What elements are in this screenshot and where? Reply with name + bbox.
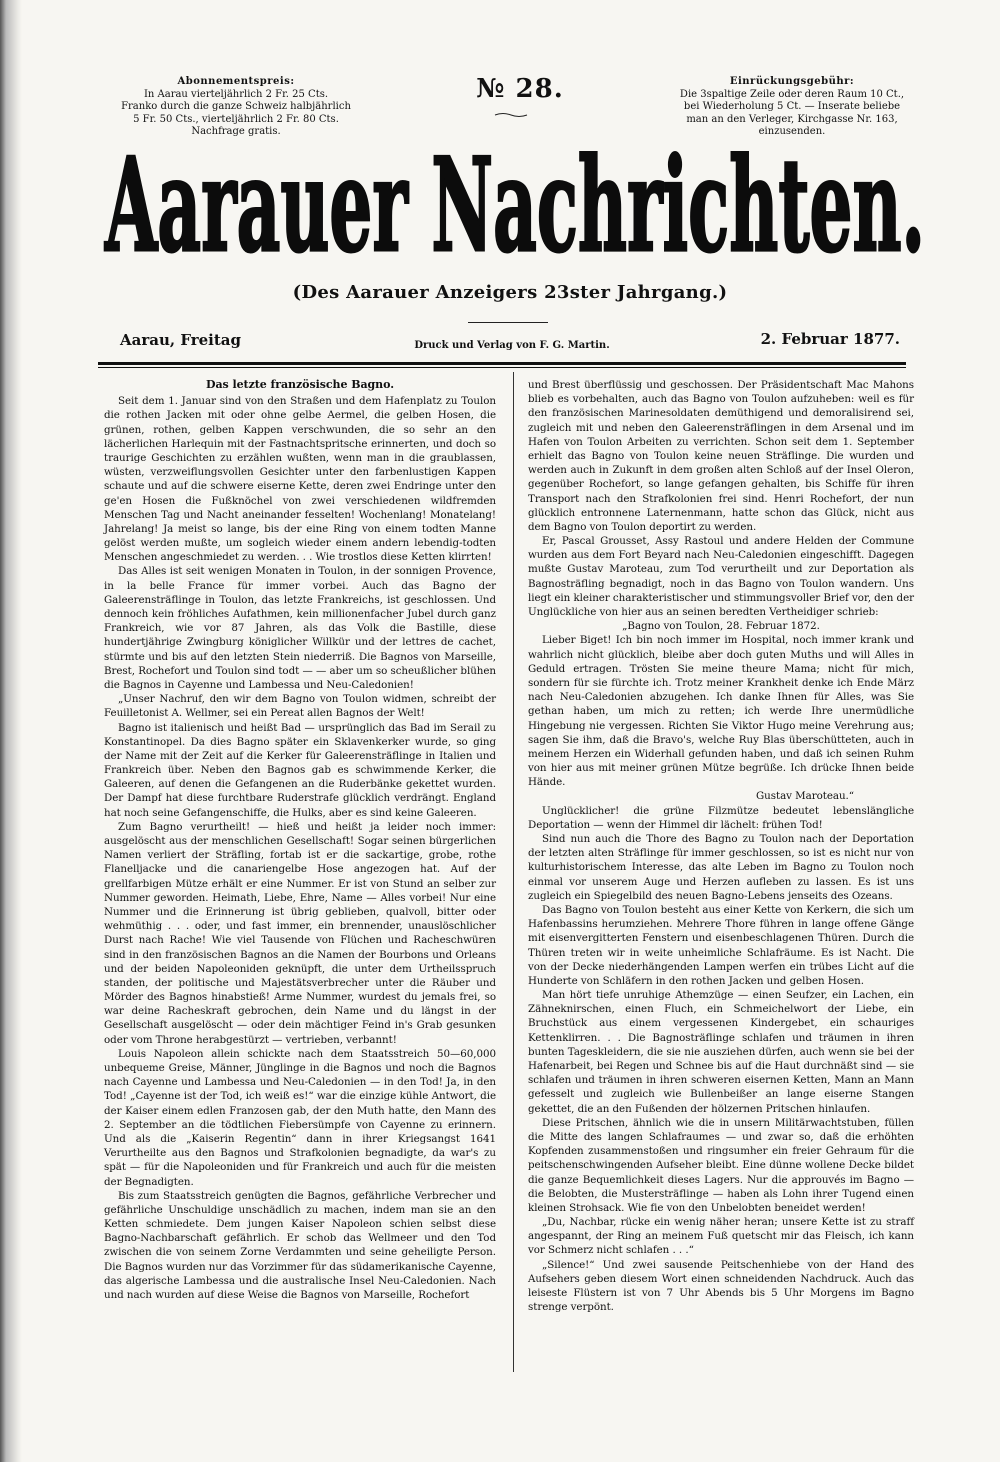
letter-dateline: „Bagno von Toulon, 28. Februar 1872. xyxy=(622,620,820,633)
page-edge-shadow xyxy=(0,0,22,1462)
issue-number: № 28. xyxy=(476,74,564,104)
masthead-text: Aarauer Nachrichten. xyxy=(104,131,926,278)
left-column xyxy=(104,378,496,1302)
article-paragraph: Das Alles ist seit wenigen Monaten in Toulon, in der sonnigen Provence, in la belle France für immer vorbei. Auch das Bagno der Galeerensträflinge in Toulon, das letzte Frankreichs, ist geschlossen. Und dennoch kein fröhliches Aufathmen, kein millionenfacher Jubel durch ganz Frankreich, wie vor 87 Jahren, als das Volk die Bastille, diese hundertjährige Zwingburg königlicher Willkür und der lettres de cachet, stürmte und bis auf den letzten Stein niederriß. Die Bagnos von Marseille, Brest, Rochefort und Toulon sind todt — — aber um so scheußlicher blühen die Bagnos in Cayenne und Lambessa und Neu-Caledonien! xyxy=(104,565,496,691)
subtitle-divider xyxy=(468,322,548,323)
article-paragraph: Diese Pritschen, ähnlich wie die in unsern Militärwachtstuben, füllen die Mitte des langen Schlafraumes — und zwar so, daß die erhöhten Kopfenden zusammenstoßen und ringsumher ein freier Gehraum für die peitschenschwingenden Aufseher bleibt. Eine dünne wollene Decke bildet die ganze Bequemlichkeit dieses Lagers. Nur die approuvés im Bagno — die Belobten, die Mustersträflinge — haben als Lohn ihrer Tugend einen kleinen Strohsack. Wie fie von den Unbelobten beneidet werden! xyxy=(528,1116,914,1214)
letter-signature: Gustav Maroteau.“ xyxy=(755,790,854,803)
insertion-fee-line: einzusenden. xyxy=(758,126,826,137)
right-column xyxy=(528,378,914,1314)
article-paragraph: Bagno ist italienisch und heißt Bad — ursprünglich das Bad im Serail zu Konstantinopel. Da dies Bagno später ein Sklavenkerker wurde, so ging der Name mit der Zeit auf die Kerker für Galeerensträflinge in Italien und Frankreich über. Neben den Bagnos gab es schwimmende Kerker, die Galeeren, auf denen die Gefangenen an die Ruderbänke gekettet wurden. Der Dampf hat diese furchtbare Ruderstrafe glücklich verdrängt. England hat noch seine Gefangenschiffe, die Hulks, aber es sind keine Galeeren. xyxy=(104,721,496,819)
article-paragraph: Er, Pascal Grousset, Assy Rastoul und andere Helden der Commune wurden aus dem Fort Beyard nach Neu-Caledonien eingeschifft. Dagegen mußte Gustav Maroteau, zum Tod verurtheilt und zur Deportation als Bagnosträfling begnadigt, noch in das Bagno von Toulon wandern. Uns liegt ein kleiner charakteristischer und stimmungsvoller Brief vor, den der Unglückliche von hier aus an seinen beredten Vertheidiger schrieb: xyxy=(528,535,914,618)
subscription-line: Nachfrage gratis. xyxy=(191,126,281,137)
article-paragraph: Seit dem 1. Januar sind von den Straßen und dem Hafenplatz zu Toulon die rothen Jacken mit oder ohne gelbe Aermel, die gelben Hosen, die grünen, rothen, gelben Kappen verschwunden, die so sehr an den lächerlichen Harlequin mit der Fastnachtspritsche erinnerten, und doch so traurige Geschichten zu erzählen wußten, wenn man in die graublassen, wüsten, verzweiflungsvollen Gesichter unter den farbenlustigen Kappen schaute und auf die schwere eiserne Kette, deren zwei Endringe unter den ge'en Hosen die Fußknöchel von zwei verschiedenen wildfremden Menschen Tag und Nacht aneinander fesselten! Wochenlang! Monatelang! Jahrelang! Ja meist so lange, bis der eine Ring von einem todten Manne gelöst werden mußte, um sogleich wieder einem andern lebendig-todten Menschen angeschmiedet zu werden. . . Wie trostlos diese Ketten klirrten! xyxy=(104,395,496,564)
subscription-line: In Aarau vierteljährlich 2 Fr. 25 Cts. xyxy=(143,88,329,100)
insertion-fee-line: man an den Verleger, Kirchgasse Nr. 163, xyxy=(686,113,898,125)
article-paragraph: und Brest überflüssig und geschossen. Der Präsidentschaft Mac Mahons blieb es vorbehalten, auch das Bagno von Toulon aufzuheben: weil es für den französischen Marinesoldaten demüthigend und demoralisirend sei, zugleich mit und neben den Galeerensträflingen in dem Arsenal und im Hafen von Toulon Arbeiten zu verrichten. Schon seit dem 1. September erhielt das Bagno von Toulon keine neuen Sträflinge. Die wurden und werden auch in Zukunft in dem großen alten Schloß auf der Insel Oleron, gegenüber Rochefort, so lange gefangen gehalten, bis Schiffe für ihren Transport nach den Strafkolonien frei sind. Henri Rochefort, der nun glücklich entronnene Laternenmann, hatte schon das Glück, nicht aus dem Bagno von Toulon deportirt zu werden. xyxy=(528,379,914,533)
article-paragraph: „Du, Nachbar, rücke ein wenig näher heran; unsere Kette ist zu straff angespannt, der Ring an meinem Fuß quetscht mir das Fleisch, ich kann vor Schmerz nicht schlafen . . .“ xyxy=(528,1216,914,1257)
ornament-icon xyxy=(494,112,528,118)
masthead-subtitle: (Des Aarauer Anzeigers 23ster Jahrgang.) xyxy=(292,282,728,303)
article-paragraph: „Silence!“ Und zwei sausende Peitschenhiebe von der Hand des Aufsehers geben diesem Wort einen schneidenden Nachdruck. Auch das leiseste Flüstern ist von 7 Uhr Abends bis 5 Uhr Morgens im Bagno strenge verpönt. xyxy=(528,1258,914,1314)
subscription-line: 5 Fr. 50 Cts., vierteljährlich 2 Fr. 80 Cts. xyxy=(133,113,339,125)
article-paragraph: Bis zum Staatsstreich genügten die Bagnos, gefährliche Verbrecher und gefährliche Unschuldige unschädlich zu machen, indem man sie an den Ketten schmiedete. Dem jungen Kaiser Napoleon schien selbst diese Bagno-Nachbarschaft gefährlich. Er schob das Wellmeer und den Tod zwischen die von seinem Zorne Verdammten und seine geheiligte Person. Die Bagnos wurden nur das Vorzimmer für das südamerikanische Cayenne, das algerische Lambessa und die australische Insel Neu-Caledonien. Nach und nach wurden auf diese Weise die Bagnos von Marseille, Rochefort xyxy=(104,1189,496,1301)
article-paragraph: „Unser Nachruf, den wir dem Bagno von Toulon widmen, schreibt der Feuilletonist A. Wellmer, sei ein Pereat allen Bagnos der Welt! xyxy=(104,693,496,720)
issue-date: 2. Februar 1877. xyxy=(760,330,900,348)
subscription-line: Franko durch die ganze Schweiz halbjährlich xyxy=(121,101,351,112)
subscription-title: Abonnementspreis: xyxy=(177,76,295,87)
masthead-title xyxy=(100,128,930,278)
article-paragraph: Louis Napoleon allein schickte nach dem Staatsstreich 50—60,000 unbequeme Greise, Männer, Jünglinge in die Bagnos und noch die Bagnos nach Cayenne und Lambessa und Neu-Caledonien — in den Tod! Ja, in den Tod! „Cayenne ist der Tod, ich weiß es!“ war die einzige kühle Antwort, die der Kaiser einem edlen Franzosen gab, der den Muth hatte, den Mann des 2. September an die tödtlichen Fiebersümpfe von Cayenne zu erinnern. Und als die „Kaiserin Regentin“ dann in ihrer Kriegsangst 1641 Verurtheilte aus den Bagnos und Strafkolonien begnadigte, da war's zu spät — für die Napoleoniden und für Frankreich und auch für die meisten der Begnadigten. xyxy=(104,1047,496,1188)
column-divider xyxy=(513,372,514,1372)
header-rule-thin xyxy=(98,367,906,368)
article-paragraph: Das Bagno von Toulon besteht aus einer Kette von Kerkern, die sich um Hafenbassins herumziehen. Mehrere Thore führen in lange offene Gänge mit eisenvergitterten Fenstern und eisenbeschlagenen Thüren. Durch die Thüren treten wir in weite unheimliche Schlafräume. Es ist Nacht. Die von der Decke niederhängenden Lampen werfen ein trübes Licht auf die Hunderte von Schläfern in den rothen Jacken und gelben Hosen. xyxy=(528,903,914,987)
insertion-fee-line: Die 3spaltige Zeile oder deren Raum 10 Ct., xyxy=(679,88,905,100)
article-paragraph: Sind nun auch die Thore des Bagno zu Toulon nach der Deportation der letzten alten Sträflinge für immer geschlossen, so ist es nicht nur von kulturhistorischem Interesse, das alte Leben im Bagno zu Toulon noch einmal vor unserem Auge und Herzen aufleben zu lassen. Es ist uns zugleich ein Spiegelbild des neuen Bagno-Lebens jenseits des Ozeans. xyxy=(528,833,914,902)
article-title: Das letzte französische Bagno. xyxy=(205,378,394,391)
insertion-fee-line: bei Wiederholung 5 Ct. — Inserate beliebe xyxy=(683,101,901,112)
printer-imprint: Druck und Verlag von F. G. Martin. xyxy=(414,340,610,351)
insertion-fee-title: Einrückungsgebühr: xyxy=(729,76,855,87)
article-paragraph: Man hört tiefe unruhige Athemzüge — einen Seufzer, ein Lachen, ein Zähneknirschen, einen Fluch, ein Schmeichelwort der Liebe, ein Bruchstück aus einem vergessenen Kindergebet, ein schauriges Kettenklirren. . . Die Bagnosträflinge schlafen und träumen in ihren bunten Tageskleidern, die sie nie ausziehen dürfen, auch wenn sie bei der Hafenarbeit, bei Regen und Schnee bis auf die Haut durchnäßt sind — sie schlafen und träumen in ihren schweren eisernen Ketten, Mann an Mann gefesselt und zugleich wie Bullenbeißer an lange eiserne Stangen gekettet, die an den Fußenden der hölzernen Pritschen hinlaufen. xyxy=(528,989,914,1115)
article-paragraph: Unglücklicher! die grüne Filzmütze bedeutet lebenslängliche Deportation — wenn der Himmel dir lächelt: frühen Tod! xyxy=(528,804,914,831)
letter-body: Lieber Biget! Ich bin noch immer im Hospital, noch immer krank und wahrlich nicht glücklich, bleibe aber doch guten Muths und will Alles in Geduld ertragen. Trösten Sie meine theure Mama; nicht für mich, sondern für sie fürchte ich. Trotz meiner Krankheit denke ich Ende März nach Neu-Caledonien abzugehen. Ich danke Ihnen für Alles, was Sie gethan haben, um mich zu retten; ich werde Ihre unermüdliche Hingebung nie vergessen. Richten Sie Viktor Hugo meine Verehrung aus; sagen Sie ihm, daß die Bravo's, welche Ruy Blas überschütteten, auch in meinem Herzen ein Widerhall gefunden haben, und daß ich seinen Ruhm von hier aus mit meiner grünen Mütze begrüße. Ich drücke Ihnen beide Hände. xyxy=(528,634,914,789)
dateline-location: Aarau, Freitag xyxy=(120,331,241,349)
article-paragraph: Zum Bagno verurtheilt! — hieß und heißt ja leider noch immer: ausgelöscht aus der menschlichen Gesellschaft! Sogar seinen bürgerlichen Namen verliert der Sträfling, fortab ist er die sackartige, grobe, rothe Flanelljacke und die canariengelbe Hose angezogen hat. Auf der grellfarbigen Mütze erhält er eine Nummer. Er ist von Stund an selber zur Nummer geworden. Heimath, Liebe, Ehre, Name — Alles vorbei! Nur eine Nummer und die Erinnerung ist übrig geblieben, qualvoll, bitter oder wehmüthig . . . oder, und fast immer, ein brennender, unauslöschlicher Durst nach Rache! Wie viel Tausende von Flüchen und Racheschwüren sind in den französischen Bagnos an die Namen der Bourbons und Orleans und der beiden Napoleoniden geknüpft, die unter dem Urtheilsspruch standen, der politische und Majestätsverbrecher unter die Räuber und Mörder des Bagnos hinabstieß! Arme Nummer, wurdest du jemals frei, so war deine Racheskraft gebrochen, dein Name und du längst in der Gesellschaft ausgelöscht — oder dein mächtiger Feind in's Grab gesunken oder vom Throne herabgestürzt — vertrieben, verbannt! xyxy=(104,820,496,1046)
header-rule-thick xyxy=(98,362,906,365)
